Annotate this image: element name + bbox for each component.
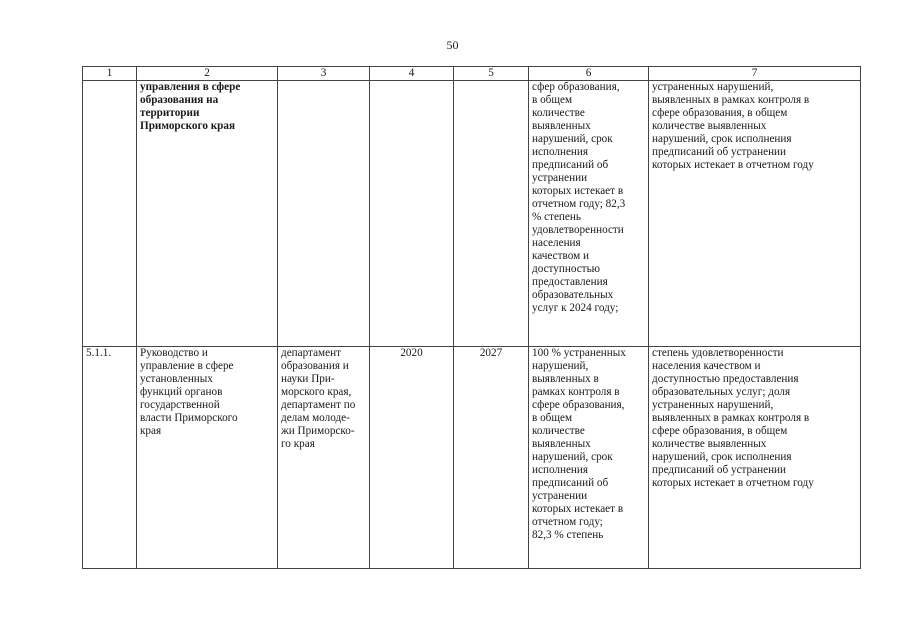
start-year-cell: 2020 [370, 347, 454, 569]
column-number-5: 5 [454, 67, 529, 81]
column-number-7: 7 [649, 67, 861, 81]
page-number: 50 [446, 38, 459, 52]
activity-name-cell: управления в сфере образования на территории Приморского края [137, 81, 278, 347]
column-number-6: 6 [529, 67, 649, 81]
table-row [83, 347, 861, 569]
responsible-executor-cell [278, 81, 370, 347]
start-year-cell [370, 81, 454, 347]
column-number-3: 3 [278, 67, 370, 81]
table-row [83, 81, 861, 347]
column-number-4: 4 [370, 67, 454, 81]
row-number-cell: 5.1.1. [83, 347, 137, 569]
end-year-cell [454, 81, 529, 347]
activity-name-cell: Руководство и управление в сфере установленных функций органов государственной власти Приморского края [137, 347, 278, 569]
indicator-link-cell: степень удовлетворенности населения качеством и доступностью предоставления образовательных услуг; доля устраненных нарушений, выявленных в рамках контроля в сфере образования, в общем количестве выявленных нарушений, срок исполнения предписаний об устранении которых истекает в отчетном году [649, 347, 861, 569]
column-numbers-row [83, 67, 861, 81]
column-number-1: 1 [83, 67, 137, 81]
expected-result-cell: 100 % устраненных нарушений, выявленных в рамках контроля в сфере образования, в общем количестве выявленных нарушений, срок исполнения предписаний об устранении которых истекает в отчетном году; 82,3 % степень [529, 347, 649, 569]
responsible-executor-cell: департамент образования и науки При- морского края, департамент по делам молоде- жи Приморско- го края [278, 347, 370, 569]
row-number-cell [83, 81, 137, 347]
activities-table [82, 66, 861, 569]
expected-result-cell: сфер образования, в общем количестве выявленных нарушений, срок исполнения предписаний об устранении которых истекает в отчетном году; 82,3 % степень удовлетворенности населения качеством и доступностью предоставления образовательных услуг к 2024 году; [529, 81, 649, 347]
column-number-2: 2 [137, 67, 278, 81]
indicator-link-cell: устраненных нарушений, выявленных в рамках контроля в сфере образования, в общем количестве выявленных нарушений, срок исполнения предписаний об устранении которых истекает в отчетном году [649, 81, 861, 347]
end-year-cell: 2027 [454, 347, 529, 569]
